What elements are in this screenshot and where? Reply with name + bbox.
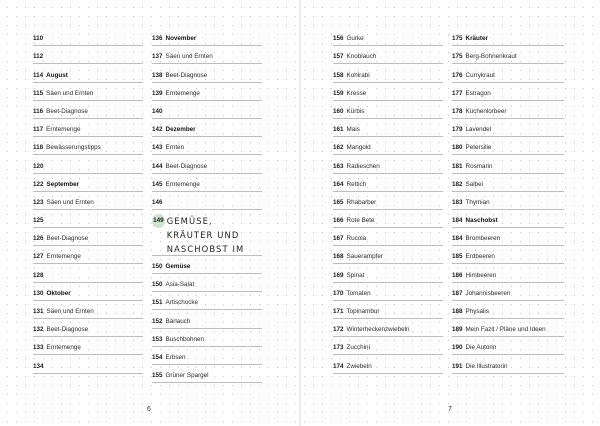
toc-entry-title: Beet-Diagnose [46, 326, 89, 334]
toc-page-number: 158 [333, 71, 344, 79]
toc-entry [33, 301, 143, 319]
toc-entry [152, 274, 262, 292]
toc-entry-title: Beet-Diagnose [46, 107, 88, 115]
toc-entry-title: September [46, 180, 80, 188]
toc-entry-title: Tomaten [346, 289, 371, 297]
toc-entry-title: Die Illustratorin [465, 362, 508, 370]
toc-entry-title: Kürbis [346, 107, 365, 115]
book-gutter [299, 0, 301, 426]
toc-page-number: 182 [452, 180, 463, 188]
toc-entry [152, 192, 262, 210]
toc-entry-title: Beet-Diagnose [165, 71, 208, 79]
toc-column-4 [452, 28, 564, 374]
toc-page-number: 116 [33, 107, 44, 115]
toc-page-number: 120 [33, 162, 44, 170]
toc-entry-title: Säen und Ernten [165, 53, 213, 61]
toc-page-number: 117 [33, 126, 44, 134]
toc-section-heading [452, 210, 564, 228]
toc-page-number: 145 [152, 180, 163, 188]
toc-entry [452, 264, 564, 282]
toc-entry-title: Säen und Ernten [46, 308, 94, 315]
toc-entry [452, 319, 564, 337]
toc-entry-title: Knoblauch [346, 53, 377, 61]
toc-page-number: 187 [452, 289, 463, 297]
toc-entry-title: Erntemenge [165, 180, 200, 188]
toc-entry [33, 137, 143, 155]
toc-page-number: 131 [33, 308, 44, 315]
toc-page-number: 138 [152, 71, 163, 79]
toc-entry-title: Salbei [465, 180, 484, 188]
toc-column-2 [152, 28, 262, 383]
toc-page-number: 175 [452, 35, 463, 43]
toc-page-number: 155 [152, 372, 163, 380]
toc-entry-title: Mein Fazit / Pläne und Ideen [465, 326, 546, 334]
toc-entry [33, 119, 143, 137]
toc-page-number: 183 [452, 198, 463, 206]
toc-page-number: 191 [452, 362, 463, 370]
toc-page-number: 186 [452, 271, 463, 279]
toc-entry [333, 355, 443, 373]
toc-entry [152, 347, 262, 365]
toc-page-number: 112 [33, 53, 44, 61]
toc-entry [333, 246, 443, 264]
toc-entry [452, 246, 564, 264]
toc-entry [452, 137, 564, 155]
toc-page-number: 168 [333, 253, 344, 261]
toc-entry-title: Rosmarin [465, 162, 493, 170]
toc-entry-title: Rhabarber [346, 198, 377, 206]
toc-entry-title: Rettich [346, 180, 367, 188]
toc-feature-title: GEMÜSE, KRÄUTER UND NASCHOBST IM [166, 215, 245, 254]
toc-entry-title: Himbeeren [465, 271, 497, 279]
toc-entry-title: Gurke [346, 35, 364, 43]
toc-page-number: 133 [33, 344, 44, 352]
toc-page-number: 159 [333, 89, 344, 97]
toc-page-number: 123 [33, 198, 44, 206]
toc-page-number: 167 [333, 235, 344, 243]
toc-entry [33, 264, 143, 282]
toc-entry-title: Lavendel [465, 126, 492, 134]
toc-page-number: 170 [333, 289, 344, 297]
toc-page-number: 173 [333, 344, 344, 352]
toc-entry [333, 119, 443, 137]
toc-entry-title: Brombeeren [465, 235, 501, 243]
toc-entry [333, 210, 443, 228]
toc-page-number: 179 [452, 126, 463, 134]
toc-entry-title: Zucchini [346, 344, 370, 352]
toc-entry [33, 101, 143, 119]
toc-entry-title: Grüner Spargel [165, 372, 209, 380]
toc-entry [452, 283, 564, 301]
toc-entry [452, 192, 564, 210]
toc-entry-title: Zwiebeln [346, 362, 372, 370]
toc-entry [452, 228, 564, 246]
toc-section-heading [33, 174, 143, 192]
toc-entry [152, 137, 262, 155]
toc-page-number: 165 [333, 198, 344, 206]
toc-entry-title: Die Autorin [465, 344, 497, 352]
toc-page-number: 184 [452, 235, 463, 243]
toc-entry-title: Asia-Salat [165, 281, 195, 289]
toc-entry-title: Erntemenge [165, 89, 200, 97]
toc-entry-title: Physalis [465, 308, 489, 315]
toc-entry [33, 210, 143, 228]
toc-page-number: 134 [33, 362, 44, 370]
toc-page-number: 139 [152, 89, 163, 97]
toc-entry-title: Kräuter [465, 35, 488, 43]
toc-page-number: 140 [152, 107, 163, 115]
toc-entry [152, 329, 262, 347]
toc-page-number: 174 [333, 362, 344, 370]
toc-entry [452, 355, 564, 373]
toc-page-number: 149 [152, 214, 165, 228]
toc-entry [152, 101, 262, 119]
toc-entry [33, 228, 143, 246]
toc-page-number: 157 [333, 53, 344, 61]
toc-entry-title: Kohlrabi [346, 71, 370, 79]
toc-entry-title: Kresse [346, 89, 367, 97]
toc-section-heading [152, 28, 262, 46]
toc-entry [33, 28, 143, 46]
toc-entry-title: Erntemenge [46, 344, 81, 352]
page-number-left: 6 [147, 406, 151, 413]
toc-entry [33, 337, 143, 355]
toc-entry-title: Rucola [346, 235, 367, 243]
toc-entry [333, 64, 443, 82]
toc-page-number: 178 [452, 107, 463, 115]
toc-feature-entry [152, 210, 262, 256]
toc-entry-title: Küchenlorbeer [465, 107, 507, 115]
toc-page-number: 146 [152, 198, 163, 206]
toc-entry-title: Mangold [346, 144, 371, 152]
toc-entry-title: Estragon [465, 89, 491, 97]
toc-entry-title: Rote Bete [346, 217, 375, 225]
toc-entry [452, 64, 564, 82]
toc-entry-title: Mais [346, 126, 360, 134]
toc-page-number: 169 [333, 271, 344, 279]
toc-section-heading [33, 283, 143, 301]
toc-page-number: 130 [33, 289, 44, 297]
toc-page-number: 160 [333, 107, 344, 115]
toc-entry-title: Thymian [465, 198, 490, 206]
toc-section-heading [152, 256, 262, 274]
toc-entry [452, 155, 564, 173]
toc-page-number: 114 [33, 71, 44, 79]
toc-entry [333, 174, 443, 192]
toc-entry-title: Oktober [46, 289, 71, 297]
toc-page-number: 180 [452, 144, 463, 152]
toc-entry [152, 310, 262, 328]
toc-entry [452, 119, 564, 137]
toc-entry-title: Berg-Bohnenkraut [465, 53, 517, 61]
toc-page-number: 152 [152, 317, 163, 325]
toc-page-number: 122 [33, 180, 44, 188]
toc-page-number: 177 [452, 89, 463, 97]
toc-entry-title: Erntemenge [46, 126, 81, 134]
toc-page-number: 156 [333, 35, 344, 43]
toc-entry [333, 101, 443, 119]
toc-page-number: 125 [33, 217, 44, 225]
toc-entry-title: Erntemenge [46, 253, 81, 261]
toc-page-number: 115 [33, 89, 44, 97]
toc-entry [33, 355, 143, 373]
toc-page-number: 162 [333, 144, 344, 152]
toc-entry [333, 283, 443, 301]
toc-entry-title: Gemüse [165, 263, 191, 271]
toc-entry-title: Erbsen [165, 354, 186, 361]
toc-entry-title: Artischocke [165, 299, 199, 307]
toc-page-number: 118 [33, 144, 44, 152]
toc-entry-title: Erdbeeren [465, 253, 495, 261]
toc-column-3 [333, 28, 443, 374]
toc-entry [333, 137, 443, 155]
toc-entry [152, 365, 262, 383]
toc-entry [452, 83, 564, 101]
toc-page-number: 154 [152, 354, 163, 361]
toc-entry-title: Johannisbeeren [465, 289, 511, 297]
toc-page-number: 136 [152, 35, 163, 43]
toc-entry [152, 46, 262, 64]
toc-entry [333, 155, 443, 173]
toc-page-number: 128 [33, 271, 44, 279]
toc-entry-title: Ernten [165, 144, 185, 152]
toc-section-heading [152, 119, 262, 137]
toc-page-number: 143 [152, 144, 163, 152]
toc-entry [333, 83, 443, 101]
toc-entry [452, 337, 564, 355]
toc-page-number: 151 [152, 299, 163, 307]
toc-entry [33, 83, 143, 101]
toc-entry-title: August [46, 71, 68, 79]
toc-page-number: 126 [33, 235, 44, 243]
toc-entry-title: Dezember [165, 126, 196, 134]
toc-entry [33, 46, 143, 64]
toc-entry [452, 174, 564, 192]
toc-entry [333, 337, 443, 355]
toc-page-number: 171 [333, 308, 344, 315]
toc-entry [333, 28, 443, 46]
toc-entry [152, 83, 262, 101]
toc-entry-title: Säen und Ernten [46, 198, 94, 206]
toc-entry-title: Sauerampfer [346, 253, 383, 261]
toc-column-1 [33, 28, 143, 374]
toc-entry-title: Petersilie [465, 144, 492, 152]
toc-entry [452, 46, 564, 64]
toc-entry-title: Topinambur [346, 308, 380, 315]
toc-entry [333, 46, 443, 64]
toc-entry-title: Säen und Ernten [46, 89, 94, 97]
toc-entry [152, 155, 262, 173]
toc-entry [33, 155, 143, 173]
toc-page-number: 127 [33, 253, 44, 261]
toc-page-number: 144 [152, 162, 163, 170]
toc-entry [452, 301, 564, 319]
toc-entry [333, 192, 443, 210]
toc-entry [33, 246, 143, 264]
page-number-right: 7 [448, 406, 452, 413]
toc-page-number: 132 [33, 326, 44, 334]
toc-page-number: 172 [333, 326, 344, 334]
toc-page-number: 137 [152, 53, 163, 61]
toc-entry-title: Radieschen [346, 162, 380, 170]
toc-entry-title: Buschbohnen [165, 335, 205, 343]
toc-entry-title: November [165, 35, 197, 43]
toc-entry-title: Spinat [346, 271, 365, 279]
toc-page-number: 175 [452, 53, 463, 61]
toc-entry [333, 264, 443, 282]
toc-section-heading [452, 28, 564, 46]
toc-page-number: 176 [452, 71, 463, 79]
toc-page-number: 150 [152, 281, 163, 289]
toc-entry [333, 319, 443, 337]
toc-page-number: 190 [452, 344, 463, 352]
toc-entry [333, 301, 443, 319]
toc-page-number: 185 [452, 253, 463, 261]
toc-entry [152, 292, 262, 310]
toc-entry [152, 64, 262, 82]
toc-entry [333, 228, 443, 246]
toc-page-number: 142 [152, 126, 163, 134]
toc-section-heading [33, 64, 143, 82]
toc-page-number: 161 [333, 126, 344, 134]
toc-page-number: 110 [33, 35, 44, 43]
toc-page-number: 166 [333, 217, 344, 225]
toc-entry [452, 101, 564, 119]
toc-entry-title: Beet-Diagnose [165, 162, 208, 170]
toc-page-number: 189 [452, 326, 463, 334]
toc-entry-title: Bärlauch [165, 317, 191, 325]
toc-entry [152, 174, 262, 192]
toc-entry [33, 319, 143, 337]
toc-entry-title: Naschobst [465, 217, 498, 225]
toc-entry-title: Bewässerungstipps [46, 144, 101, 152]
toc-page-number: 181 [452, 162, 463, 170]
toc-page-number: 150 [152, 263, 163, 271]
toc-page-number: 163 [333, 162, 344, 170]
toc-page-number: 164 [333, 180, 344, 188]
toc-page-number: 153 [152, 335, 163, 343]
toc-page-number: 184 [452, 217, 463, 225]
toc-entry [33, 192, 143, 210]
toc-page-number: 188 [452, 308, 463, 315]
toc-entry-title: Beet-Diagnose [46, 235, 89, 243]
toc-entry-title: Winterheckenzwiebeln [346, 326, 410, 334]
toc-entry-title: Currykraut [465, 71, 495, 79]
